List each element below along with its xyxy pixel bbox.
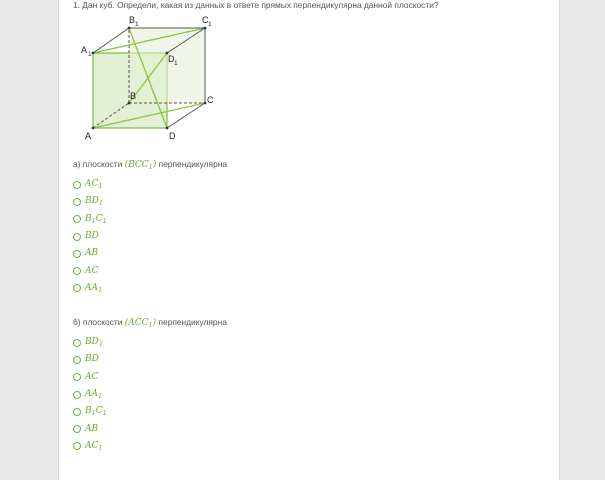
option-b-4[interactable]: $B_1C_1$ [73, 403, 107, 420]
option-b-3[interactable]: $AA_1$ [73, 386, 107, 403]
radio-button[interactable] [73, 442, 81, 450]
radio-button[interactable] [73, 198, 81, 206]
radio-button[interactable] [73, 215, 81, 223]
vertex-label-a1: A [81, 45, 88, 55]
question-title: 1. Дан куб. Определи, какая из данных в ответе прямых перпендикулярна данной плоскости? [73, 0, 439, 10]
vertex-label-c1-sub: 1 [208, 21, 212, 28]
radio-button[interactable] [73, 284, 81, 292]
back-plane-face [129, 28, 205, 103]
radio-button[interactable] [73, 233, 81, 241]
radio-button[interactable] [73, 339, 81, 347]
cube-figure [59, 0, 559, 150]
option-a-6[interactable]: $AA_1$ [73, 280, 107, 297]
radio-button[interactable] [73, 425, 81, 433]
part-b-label: б) плоскости $(ACC_1)$ перпендикулярна [73, 317, 227, 329]
vertex-label-a1-sub: 1 [88, 51, 92, 58]
vertex-label-d1: D [168, 54, 175, 64]
option-a-2[interactable]: $B_1C_1$ [73, 211, 107, 228]
vertex-label-b: B [130, 91, 137, 101]
part-b-options [73, 334, 107, 455]
radio-button[interactable] [73, 373, 81, 381]
option-a-4[interactable]: AB [73, 245, 107, 262]
radio-button[interactable] [73, 391, 81, 399]
vertex-label-b1: B [129, 15, 136, 25]
radio-button[interactable] [73, 181, 81, 189]
question-card [58, 0, 560, 480]
part-a-options [73, 176, 107, 297]
option-b-5[interactable]: AB [73, 420, 107, 437]
vertex-label-a: A [85, 131, 92, 141]
part-a-label: а) плоскости $(BCC_1)$ перпендикулярна [73, 159, 228, 171]
option-b-1[interactable]: BD [73, 351, 107, 368]
radio-button[interactable] [73, 250, 81, 258]
vertex-label-c: C [207, 95, 214, 105]
radio-button[interactable] [73, 267, 81, 275]
plane-bcc1: $(BCC_1)$ [124, 160, 157, 171]
option-b-6[interactable]: $AC_1$ [73, 438, 107, 455]
vertex-label-d: D [169, 131, 176, 141]
option-a-1[interactable]: $BD_1$ [73, 193, 107, 210]
vertex-label-d1-sub: 1 [174, 60, 178, 67]
vertex-label-b1-sub: 1 [135, 21, 139, 28]
option-b-0[interactable]: $BD_1$ [73, 334, 107, 351]
plane-acc1: $(ACC_1)$ [124, 318, 157, 329]
vertex-label-c1: C [202, 15, 209, 25]
option-a-5[interactable]: AC [73, 262, 107, 279]
option-b-2[interactable]: AC [73, 369, 107, 386]
radio-button[interactable] [73, 356, 81, 364]
option-a-0[interactable]: $AC_1$ [73, 176, 107, 193]
radio-button[interactable] [73, 408, 81, 416]
option-a-3[interactable]: BD [73, 228, 107, 245]
